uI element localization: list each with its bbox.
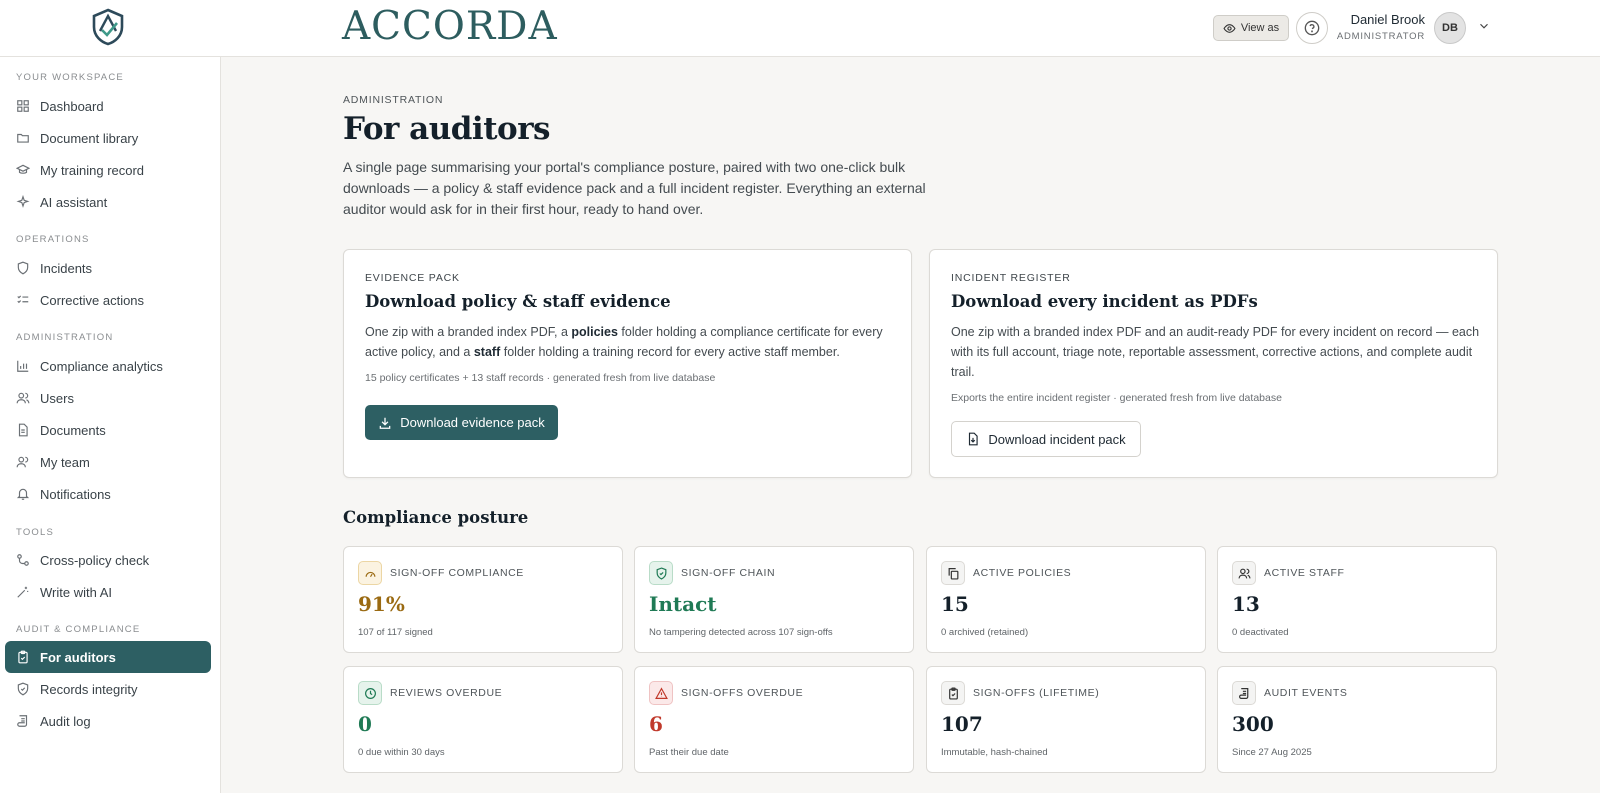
stat-subtext: Past their due date bbox=[649, 747, 729, 758]
view-as-label: View as bbox=[1240, 22, 1280, 34]
stat-card-sign-off-chain bbox=[634, 546, 914, 653]
sidebar-item-label: Corrective actions bbox=[40, 292, 145, 308]
sidebar-section-title: AUDIT & COMPLIANCE bbox=[16, 624, 141, 635]
avatar[interactable]: DB bbox=[1434, 12, 1466, 44]
help-button[interactable] bbox=[1296, 12, 1328, 44]
page-eyebrow: ADMINISTRATION bbox=[343, 94, 444, 106]
sidebar-item-for-auditors[interactable] bbox=[5, 641, 211, 673]
card-title: Download policy & staff evidence bbox=[365, 292, 671, 311]
sidebar bbox=[0, 57, 221, 793]
download-evidence-pack-button[interactable] bbox=[365, 405, 558, 440]
users-icon bbox=[1232, 561, 1256, 585]
stat-value: 13 bbox=[1232, 592, 1260, 616]
eye-icon bbox=[1223, 22, 1236, 35]
stat-card-sign-offs-overdue bbox=[634, 666, 914, 773]
page-title: For auditors bbox=[343, 111, 550, 147]
copy-icon bbox=[941, 561, 965, 585]
sidebar-item-corrective-actions[interactable] bbox=[5, 284, 211, 316]
sidebar-item-label: Notifications bbox=[40, 486, 111, 502]
sidebar-item-label: Cross-policy check bbox=[40, 552, 150, 568]
user-role: ADMINISTRATOR bbox=[1336, 31, 1425, 42]
card-title: Download every incident as PDFs bbox=[951, 292, 1258, 311]
clipboard-check-icon bbox=[16, 650, 30, 664]
sidebar-item-label: Documents bbox=[40, 422, 106, 438]
wand-icon bbox=[16, 585, 30, 599]
card-eyebrow: INCIDENT REGISTER bbox=[951, 272, 1071, 284]
sidebar-section-title: YOUR WORKSPACE bbox=[16, 72, 124, 83]
stat-value: 6 bbox=[649, 712, 663, 736]
stat-subtext: 0 deactivated bbox=[1232, 627, 1289, 638]
logo-shield-icon[interactable] bbox=[91, 8, 125, 46]
checklist-icon bbox=[16, 293, 30, 307]
stat-label: SIGN-OFF COMPLIANCE bbox=[390, 567, 524, 579]
sidebar-item-label: For auditors bbox=[40, 649, 116, 665]
sidebar-item-label: Audit log bbox=[40, 713, 91, 729]
card-eyebrow: EVIDENCE PACK bbox=[365, 272, 460, 284]
bar-chart-icon bbox=[16, 359, 30, 373]
stat-value: 300 bbox=[1232, 712, 1274, 736]
document-icon bbox=[16, 423, 30, 437]
sidebar-item-notifications[interactable] bbox=[5, 478, 211, 510]
users-icon bbox=[16, 391, 30, 405]
user-name: Daniel Brook bbox=[1350, 12, 1425, 27]
clipboard-check-icon bbox=[941, 681, 965, 705]
sidebar-section-title: TOOLS bbox=[16, 527, 55, 538]
download-incident-pack-button[interactable] bbox=[951, 421, 1141, 457]
stat-label: ACTIVE STAFF bbox=[1264, 567, 1345, 579]
stat-value: 107 bbox=[941, 712, 983, 736]
page-description: A single page summarising your portal's compliance posture, paired with two one-click bulk downloads — a policy & staff evidence pack and a full incident register. Everything an external auditor would ask for in their first hour, ready to hand over. bbox=[343, 159, 926, 217]
clock-icon bbox=[358, 681, 382, 705]
evidence-pack-card bbox=[343, 249, 912, 478]
git-compare-icon bbox=[16, 553, 30, 567]
sidebar-item-label: Write with AI bbox=[40, 584, 113, 600]
sidebar-item-audit-log[interactable] bbox=[5, 705, 211, 737]
stat-value: 0 bbox=[358, 712, 372, 736]
stat-label: AUDIT EVENTS bbox=[1264, 687, 1348, 699]
sidebar-item-label: AI assistant bbox=[40, 194, 108, 210]
alert-triangle-icon bbox=[649, 681, 673, 705]
stat-value: 15 bbox=[941, 592, 969, 616]
stat-label: SIGN-OFF CHAIN bbox=[681, 567, 776, 579]
stat-card-active-policies bbox=[926, 546, 1206, 653]
sidebar-item-records-integrity[interactable] bbox=[5, 673, 211, 705]
incident-register-card bbox=[929, 249, 1498, 478]
button-label: Download incident pack bbox=[988, 431, 1126, 447]
sidebar-item-incidents[interactable] bbox=[5, 252, 211, 284]
shield-icon bbox=[16, 261, 30, 275]
sidebar-section-title: OPERATIONS bbox=[16, 234, 90, 245]
stat-label: SIGN-OFFS OVERDUE bbox=[681, 687, 804, 699]
sidebar-item-label: Dashboard bbox=[40, 98, 104, 114]
folder-icon bbox=[16, 131, 30, 145]
stat-card-active-staff bbox=[1217, 546, 1497, 653]
top-bar bbox=[0, 0, 1600, 57]
sidebar-item-write-with-ai[interactable] bbox=[5, 576, 211, 608]
sidebar-item-dashboard[interactable] bbox=[5, 90, 211, 122]
sidebar-item-users[interactable] bbox=[5, 382, 211, 414]
sidebar-item-ai-assistant[interactable] bbox=[5, 186, 211, 218]
help-circle-icon bbox=[1304, 20, 1320, 36]
shield-check-icon bbox=[16, 682, 30, 696]
sidebar-item-documents[interactable] bbox=[5, 414, 211, 446]
card-meta: 15 policy certificates + 13 staff records · generated fresh from live database bbox=[365, 372, 716, 384]
sparkles-icon bbox=[16, 195, 30, 209]
chevron-down-icon[interactable] bbox=[1477, 19, 1491, 33]
sidebar-item-label: My training record bbox=[40, 162, 145, 178]
compliance-posture-title: Compliance posture bbox=[343, 508, 529, 527]
sidebar-item-compliance-analytics[interactable] bbox=[5, 350, 211, 382]
scroll-icon bbox=[16, 714, 30, 728]
brand-wordmark[interactable]: ACCORDA bbox=[342, 4, 558, 49]
stat-subtext: No tampering detected across 107 sign-offs bbox=[649, 627, 833, 638]
card-body: One zip with a branded index PDF and an audit-ready PDF for every incident on record — each with its full account, triage note, reportable assessment, corrective actions, and complete audit trail. bbox=[951, 325, 1480, 379]
card-body: One zip with a branded index PDF, a policies folder holding a compliance certificate for every active policy, and a staff folder holding a training record for every active staff member. bbox=[365, 325, 883, 359]
scroll-icon bbox=[1232, 681, 1256, 705]
sidebar-item-label: My team bbox=[40, 454, 90, 470]
sidebar-item-my-team[interactable] bbox=[5, 446, 211, 478]
sidebar-item-label: Incidents bbox=[40, 260, 93, 276]
shield-check-icon bbox=[649, 561, 673, 585]
stat-card-sign-offs-lifetime bbox=[926, 666, 1206, 773]
gauge-icon bbox=[358, 561, 382, 585]
sidebar-item-cross-policy-check[interactable] bbox=[5, 544, 211, 576]
grid-icon bbox=[16, 99, 30, 113]
sidebar-item-my-training-record[interactable] bbox=[5, 154, 211, 186]
card-meta: Exports the entire incident register · generated fresh from live database bbox=[951, 392, 1282, 404]
sidebar-item-label: Users bbox=[40, 390, 74, 406]
sidebar-item-label: Document library bbox=[40, 130, 139, 146]
stat-subtext: 0 archived (retained) bbox=[941, 627, 1029, 638]
sidebar-section-title: ADMINISTRATION bbox=[16, 332, 114, 343]
team-icon bbox=[16, 455, 30, 469]
stat-label: ACTIVE POLICIES bbox=[973, 567, 1072, 579]
stat-value: 91% bbox=[358, 592, 405, 616]
stat-card-audit-events bbox=[1217, 666, 1497, 773]
stat-card-reviews-overdue bbox=[343, 666, 623, 773]
graduation-cap-icon bbox=[16, 163, 30, 177]
stat-value: Intact bbox=[649, 592, 717, 616]
sidebar-item-label: Compliance analytics bbox=[40, 358, 163, 374]
stat-label: SIGN-OFFS (LIFETIME) bbox=[973, 687, 1100, 699]
download-icon bbox=[378, 416, 392, 430]
sidebar-item-document-library[interactable] bbox=[5, 122, 211, 154]
stat-label: REVIEWS OVERDUE bbox=[390, 687, 503, 699]
button-label: Download evidence pack bbox=[400, 415, 545, 430]
sidebar-item-label: Records integrity bbox=[40, 681, 138, 697]
stat-subtext: 107 of 117 signed bbox=[358, 627, 433, 638]
stat-subtext: 0 due within 30 days bbox=[358, 747, 445, 758]
bell-icon bbox=[16, 487, 30, 501]
view-as-button[interactable] bbox=[1213, 15, 1289, 41]
stat-subtext: Since 27 Aug 2025 bbox=[1232, 747, 1312, 758]
file-download-icon bbox=[966, 432, 980, 446]
stat-card-sign-off-compliance bbox=[343, 546, 623, 653]
stat-subtext: Immutable, hash-chained bbox=[941, 747, 1048, 758]
